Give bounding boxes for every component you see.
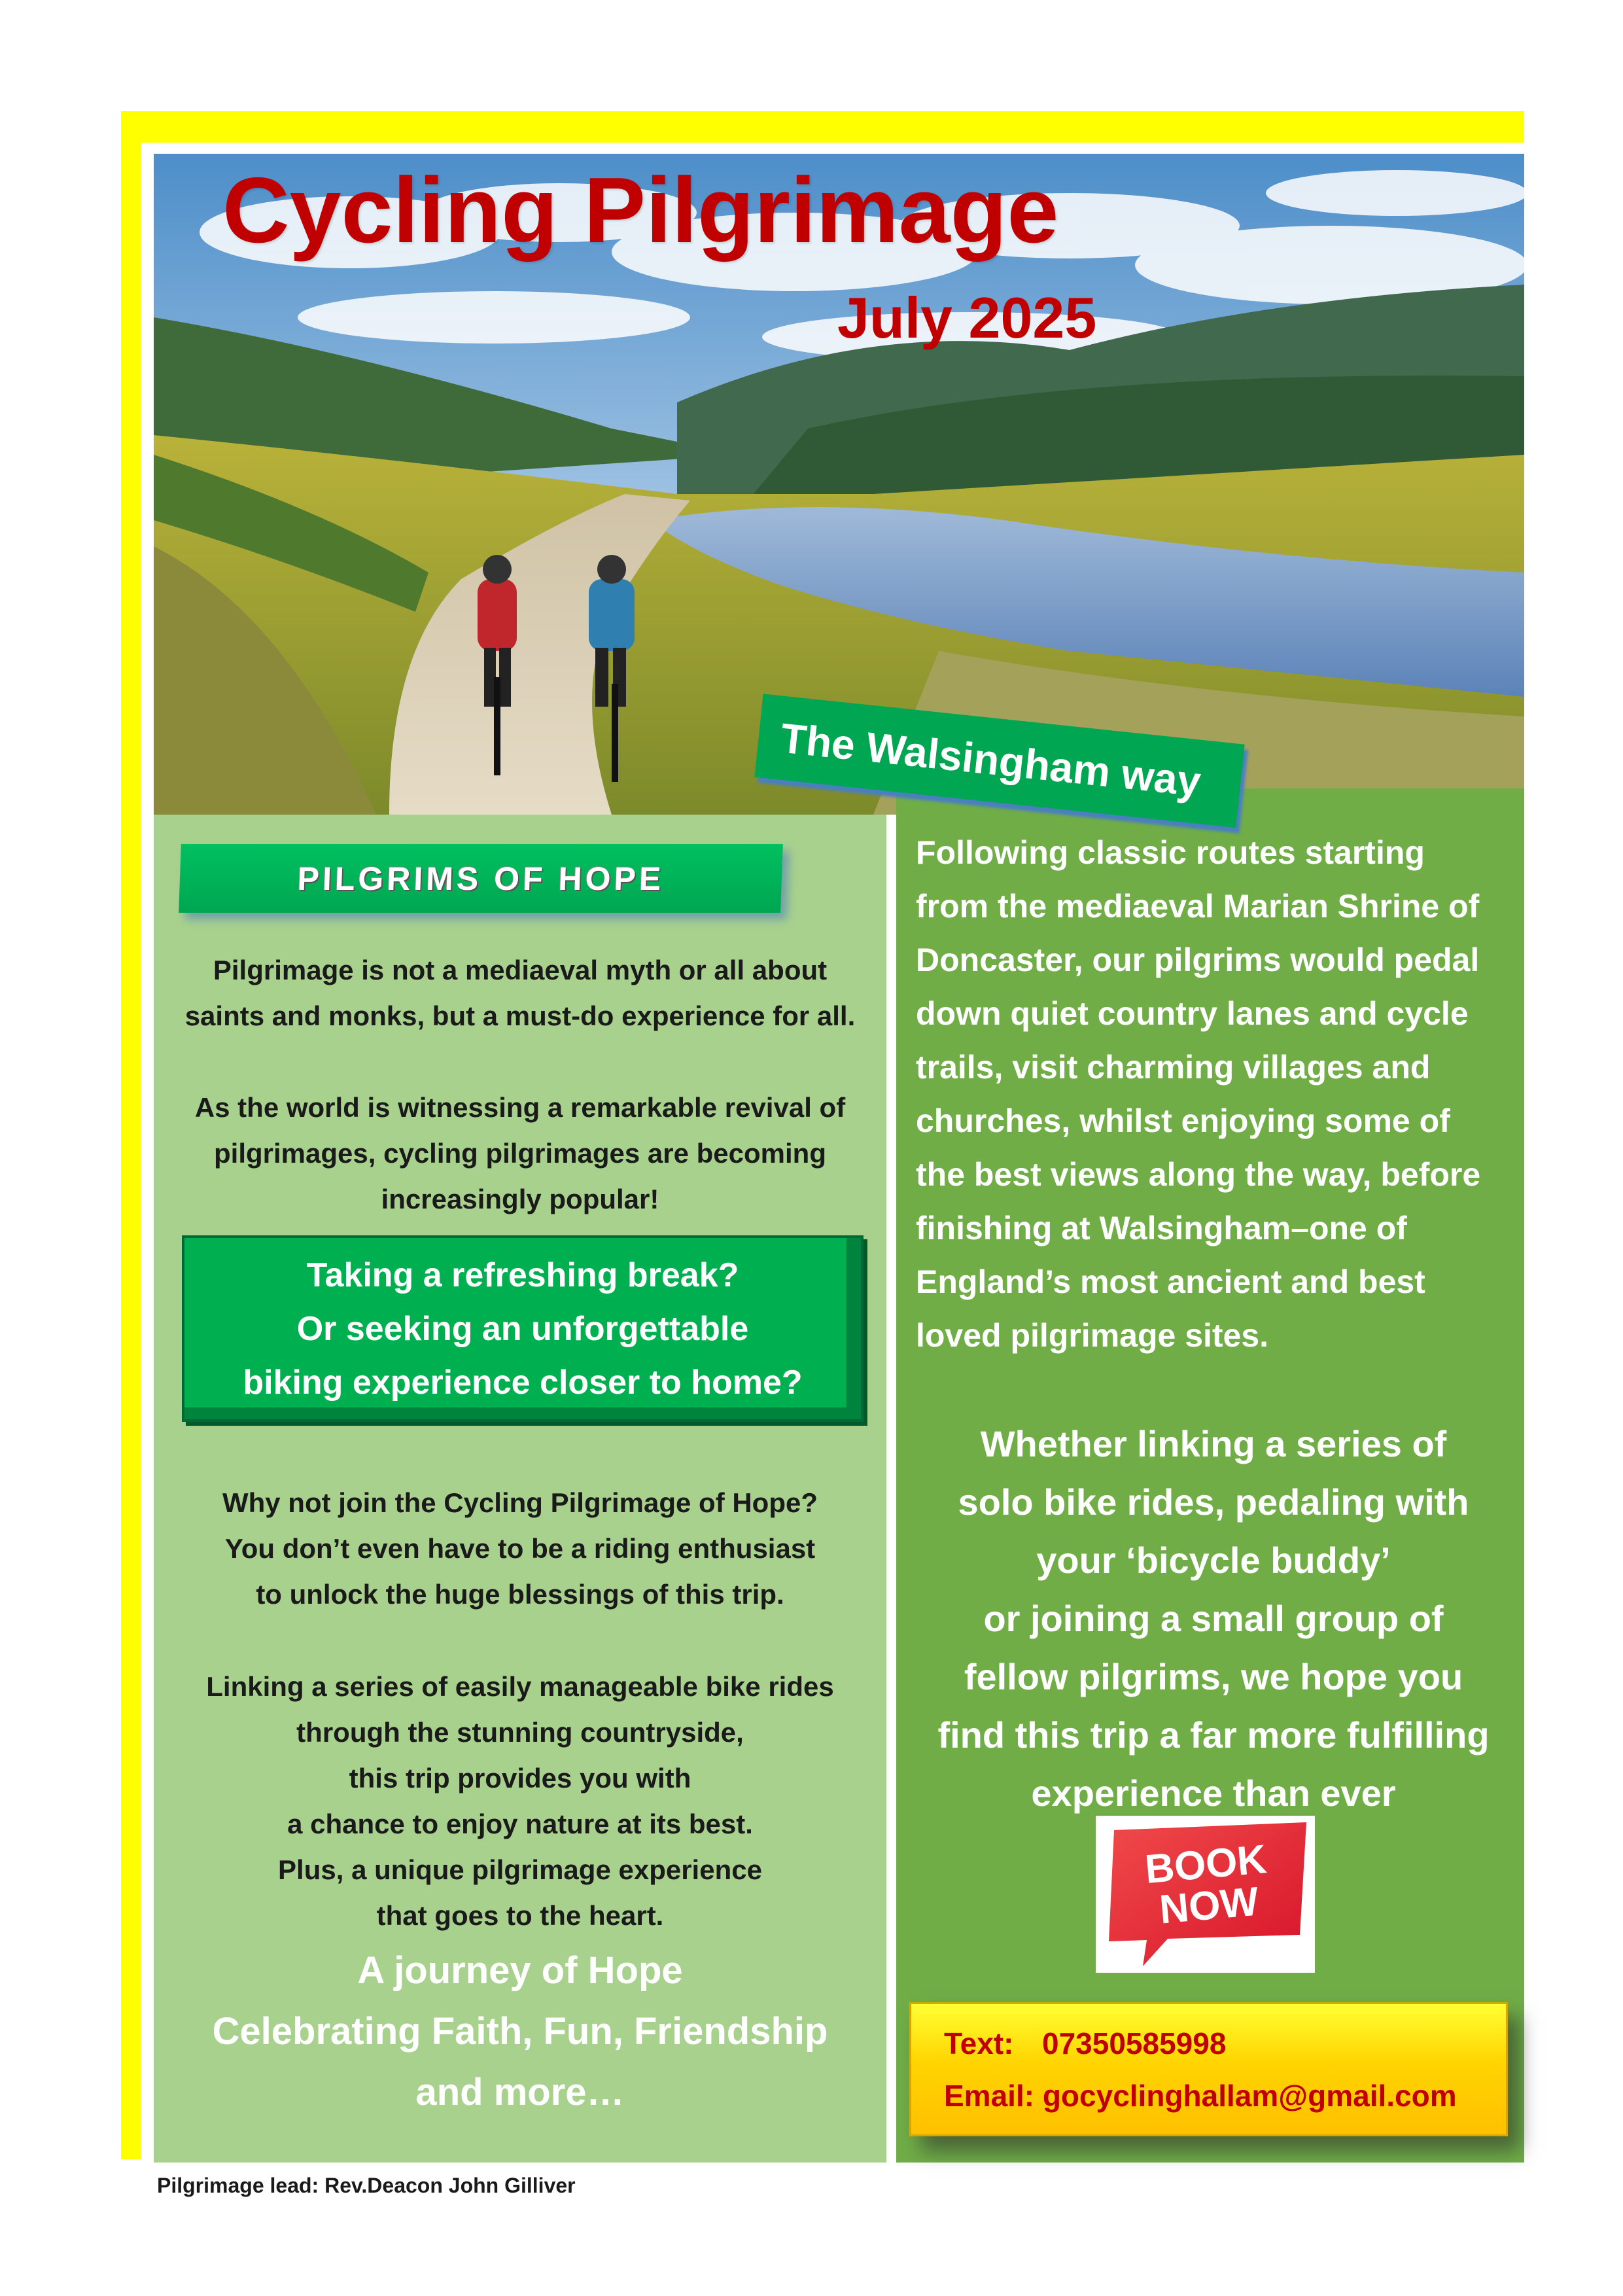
linking-paragraph <box>167 1664 873 1939</box>
callout-line: Or seeking an unforgettable <box>296 1309 749 1348</box>
journey-tagline <box>167 1940 873 2123</box>
event-date: July 2025 <box>837 285 1097 350</box>
text-line: that goes to the heart. <box>376 1900 664 1931</box>
text-line: finishing at Walsingham–one of <box>916 1210 1407 1246</box>
text-line: increasingly popular! <box>381 1184 659 1214</box>
text-line: fellow pilgrims, we hope you <box>964 1656 1463 1697</box>
book-now-line1: BOOK <box>1143 1837 1268 1893</box>
text-line: from the mediaeval Marian Shrine of <box>916 888 1480 925</box>
contact-box <box>909 2002 1508 2136</box>
text-line: You don’t even have to be a riding enthusiast <box>224 1533 816 1564</box>
callout-line: biking experience closer to home? <box>243 1363 803 1402</box>
text-line: churches, whilst enjoying some of <box>916 1103 1450 1139</box>
phone-number-link[interactable]: 07350585998 <box>1042 2026 1227 2060</box>
yellow-frame-left <box>121 131 141 2159</box>
email-contact-row <box>944 2070 1506 2122</box>
text-line: experience than ever <box>1031 1773 1396 1814</box>
page-title: Cycling Pilgrimage <box>222 158 1059 262</box>
text-line: Doncaster, our pilgrims would pedal <box>916 942 1480 978</box>
text-line: down quiet country lanes and cycle <box>916 995 1469 1032</box>
book-now-line2: NOW <box>1157 1879 1261 1933</box>
text-line: saints and monks, but a must-do experience for all. <box>184 1000 856 1031</box>
text-contact-row <box>944 2017 1506 2070</box>
email-link[interactable]: gocyclinghallam@gmail.com <box>1042 2079 1457 2113</box>
callout-line: Taking a refreshing break? <box>306 1256 739 1294</box>
pilgrimage-lead-footer: Pilgrimage lead: Rev.Deacon John Gilliver <box>157 2174 576 2197</box>
text-line: Whether linking a series of <box>980 1423 1447 1464</box>
email-label: Email: <box>944 2079 1035 2113</box>
revival-paragraph <box>167 1085 873 1222</box>
text-line: or joining a small group of <box>983 1598 1444 1639</box>
text-line: trails, visit charming villages and <box>916 1049 1431 1086</box>
text-line: loved pilgrimage sites. <box>916 1317 1269 1354</box>
text-line: Why not join the Cycling Pilgrimage of Hope? <box>222 1487 818 1518</box>
text-line: the best views along the way, before <box>916 1156 1481 1193</box>
text-line: As the world is witnessing a remarkable revival of <box>194 1092 846 1123</box>
pilgrims-of-hope-banner <box>179 844 783 913</box>
invite-paragraph <box>167 1480 873 1617</box>
tagline-line: A journey of Hope <box>357 1949 683 1992</box>
text-line: pilgrimages, cycling pilgrimages are becoming <box>214 1138 826 1169</box>
tagline-line: Celebrating Faith, Fun, Friendship <box>212 2010 828 2053</box>
text-line: Following classic routes starting <box>916 834 1425 871</box>
route-paragraph <box>916 826 1518 1362</box>
text-line: to unlock the huge blessings of this trip. <box>256 1579 784 1610</box>
question-callout-box <box>182 1235 864 1422</box>
tagline-line: and more… <box>415 2071 625 2113</box>
column-divider <box>886 815 896 2163</box>
text-line: your ‘bicycle buddy’ <box>1036 1540 1391 1581</box>
text-line: England’s most ancient and best <box>916 1263 1425 1300</box>
yellow-frame-top <box>121 111 1524 143</box>
text-line: Plus, a unique pilgrimage experience <box>278 1854 762 1885</box>
text-line: this trip provides you with <box>349 1763 691 1793</box>
text-line: find this trip a far more fulfilling <box>937 1714 1490 1756</box>
text-line: through the stunning countryside, <box>296 1717 744 1748</box>
text-line: a chance to enjoy nature at its best. <box>287 1809 753 1839</box>
book-now-button[interactable] <box>1096 1816 1315 1973</box>
walsingham-way-label: The Walsingham way <box>778 714 1203 805</box>
intro-paragraph <box>167 947 873 1039</box>
pilgrims-of-hope-label: PILGRIMS OF HOPE <box>296 860 665 897</box>
text-line: Linking a series of easily manageable bike rides <box>206 1671 834 1702</box>
hope-paragraph <box>909 1415 1518 1822</box>
text-label: Text: <box>944 2026 1014 2060</box>
text-line: solo bike rides, pedaling with <box>958 1481 1469 1523</box>
text-line: Pilgrimage is not a mediaeval myth or all about <box>213 955 828 985</box>
